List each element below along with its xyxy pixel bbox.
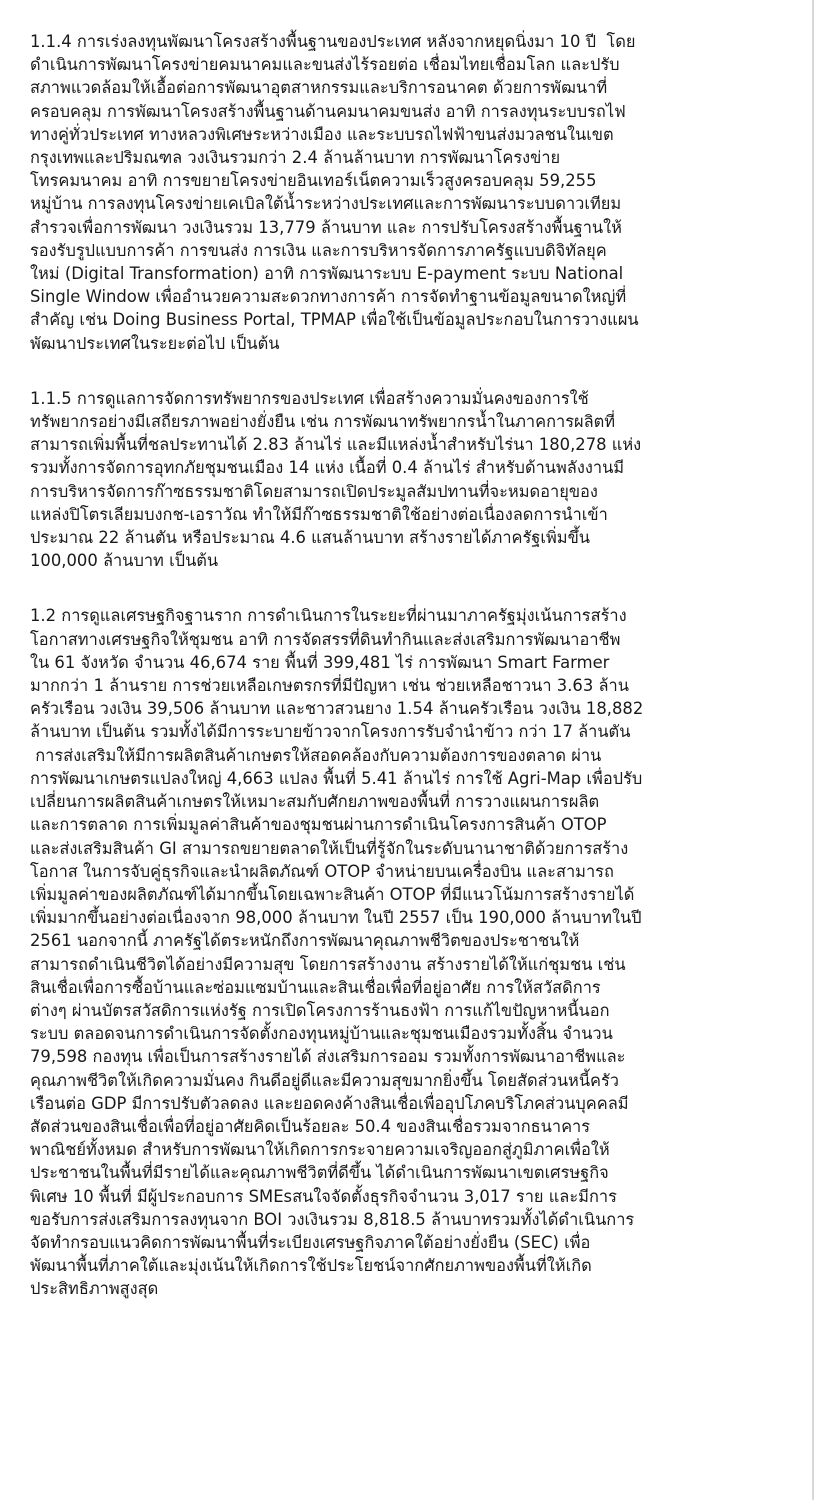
paragraph-1-1-5 <box>30 387 800 573</box>
right-edge-divider <box>812 0 814 1500</box>
text-line: ใน 61 จังหวัด จำนวน 46,674 ราย พื้นที่ 399,481 ไร่ การพัฒนา Smart Farmer <box>30 652 610 672</box>
text-line: การส่งเสริมให้มีการผลิตสินค้าเกษตรให้สอดคล้องกับความต้องการของตลาด ผ่าน <box>30 745 602 765</box>
text-line: พาณิชย์ทั้งหมด สำหรับการพัฒนาให้เกิดการกระจายความเจริญออกสู่ภูมิภาคเพื่อให้ <box>30 1140 610 1160</box>
text-line: 100,000 ล้านบาท เป็นต้น <box>30 551 219 571</box>
text-line: 2561 นอกจากนี้ ภาครัฐได้ตระหนักถึงการพัฒนาคุณภาพชีวิตของประชาชนให้ <box>30 931 580 951</box>
text-line: เพิ่มมูลค่าของผลิตภัณฑ์ได้มากขึ้นโดยเฉพาะสินค้า OTOP ที่มีแนวโน้มการสร้างรายได้ <box>30 884 635 904</box>
text-line: เพิ่มมากขึ้นอย่างต่อเนื่องจาก 98,000 ล้านบาท ในปี 2557 เป็น 190,000 ล้านบาทในปี <box>30 908 642 928</box>
text-line: ขอรับการส่งเสริมการลงทุนจาก BOI วงเงินรวม 8,818.5 ล้านบาทรวมทั้งได้ดำเนินการ <box>30 1209 635 1229</box>
text-line: ระบบ ตลอดจนการดำเนินการจัดตั้งกองทุนหมู่บ้านและชุมชนเมืองรวมทั้งสิ้น จำนวน <box>30 1024 613 1044</box>
text-line: Single Window เพื่ออำนวยความสะดวกทางการค้า การจัดทำฐานข้อมูลขนาดใหญ่ที่ <box>30 287 627 307</box>
text-line: แหล่งปิโตรเลียมบงกช-เอราวัณ ทำให้มีก๊าซธรรมชาติใช้อย่างต่อเนื่องลดการนำเข้า <box>30 504 608 524</box>
text-line: สามารถเพิ่มพื้นที่ชลประทานได้ 2.83 ล้านไร่ และมีแหล่งน้ำสำหรับไร่นา 180,278 แห่ง <box>30 435 642 455</box>
text-line: และส่งเสริมสินค้า GI สามารถขยายตลาดให้เป็นที่รู้จักในระดับนานาชาติด้วยการสร้าง <box>30 838 629 858</box>
text-line: รองรับรูปแบบการค้า การขนส่ง การเงิน และการบริหารจัดการภาครัฐแบบดิจิทัลยุค <box>30 240 607 260</box>
text-line: 1.1.4 การเร่งลงทุนพัฒนาโครงสร้างพื้นฐานของประเทศ หลังจากหยุดนิ่งมา 10 ปี โดย <box>30 32 636 51</box>
text-line: 1.2 การดูแลเศรษฐกิจฐานราก การดำเนินการในระยะที่ผ่านมาภาครัฐมุ่งเน้นการสร้าง <box>30 606 627 626</box>
text-line: การพัฒนาเกษตรแปลงใหญ่ 4,663 แปลง พื้นที่ 5.41 ล้านไร่ การใช้ Agri-Map เพื่อปรับ <box>30 768 643 788</box>
text-line: โทรคมนาคม อาทิ การขยายโครงข่ายอินเทอร์เน็ตความเร็วสูงครอบคลุม 59,255 <box>30 171 597 191</box>
text-line: เรือนต่อ GDP มีการปรับตัวลดลง และยอดคงค้างสินเชื่อเพื่ออุปโภคบริโภคส่วนบุคคลมี <box>30 1093 629 1113</box>
text-line: โอกาส ในการจับคู่ธุรกิจและนำผลิตภัณฑ์ OTOP จำหน่ายบนเครื่องบิน และสามารถ <box>30 861 614 881</box>
paragraph-1-2 <box>30 604 800 1300</box>
document-body <box>30 30 800 1333</box>
text-line: ทางคู่ทั่วประเทศ ทางหลวงพิเศษระหว่างเมือง และระบบรถไฟฟ้าขนส่งมวลชนในเขต <box>30 124 614 144</box>
text-line: โอกาสทางเศรษฐกิจให้ชุมชน อาทิ การจัดสรรที่ดินทำกินและส่งเสริมการพัฒนาอาชีพ <box>30 629 621 649</box>
text-line: จัดทำกรอบแนวคิดการพัฒนาพื้นที่ระเบียงเศรษฐกิจภาคใต้อย่างยั่งยืน (SEC) เพื่อ <box>30 1232 591 1252</box>
text-line: สินเชื่อเพื่อการซื้อบ้านและซ่อมแซมบ้านและสินเชื่อเพื่อที่อยู่อาศัย การให้สวัสดิการ <box>30 977 601 997</box>
paragraph-1-1-4 <box>30 30 800 355</box>
text-line: ล้านบาท เป็นต้น รวมทั้งได้มีการระบายข้าวจากโครงการรับจำนำข้าว กว่า 17 ล้านตัน <box>30 722 631 742</box>
text-line: พัฒนาพื้นที่ภาคใต้และมุ่งเน้นให้เกิดการใช้ประโยชน์จากศักยภาพของพื้นที่ให้เกิด <box>30 1256 592 1276</box>
text-line: พิเศษ 10 พื้นที่ มีผู้ประกอบการ SMEsสนใจจัดตั้งธุรกิจจำนวน 3,017 ราย และมีการ <box>30 1186 617 1206</box>
text-line: ประสิทธิภาพสูงสุด <box>30 1279 159 1299</box>
text-line: พัฒนาประเทศในระยะต่อไป เป็นต้น <box>30 333 280 353</box>
text-line: ครอบคลุม การพัฒนาโครงสร้างพื้นฐานด้านคมนาคมขนส่ง อาทิ การลงทุนระบบรถไฟ <box>30 101 626 121</box>
text-line: ประชาชนในพื้นที่มีรายได้และคุณภาพชีวิตที่ดีขึ้น ได้ดำเนินการพัฒนาเขตเศรษฐกิจ <box>30 1163 609 1183</box>
text-line: ประมาณ 22 ล้านตัน หรือประมาณ 4.6 แสนล้านบาท สร้างรายได้ภาครัฐเพิ่มขึ้น <box>30 528 590 548</box>
text-line: ใหม่ (Digital Transformation) อาทิ การพัฒนาระบบ E-payment ระบบ National <box>30 264 624 284</box>
text-line: สำคัญ เช่น Doing Business Portal, TPMAP เพื่อใช้เป็นข้อมูลประกอบในการวางแผน <box>30 310 639 330</box>
text-line: ครัวเรือน วงเงิน 39,506 ล้านบาท และชาวสวนยาง 1.54 ล้านครัวเรือน วงเงิน 18,882 <box>30 699 644 719</box>
text-line: 79,598 กองทุน เพื่อเป็นการสร้างรายได้ ส่งเสริมการออม รวมทั้งการพัฒนาอาชีพและ <box>30 1047 626 1067</box>
text-line: กรุงเทพและปริมณฑล วงเงินรวมกว่า 2.4 ล้านล้านบาท การพัฒนาโครงข่าย <box>30 148 561 168</box>
text-line: สามารถดำเนินชีวิตได้อย่างมีความสุข โดยการสร้างงาน สร้างรายได้ให้แก่ชุมชน เช่น <box>30 954 626 974</box>
text-line: ต่างๆ ผ่านบัตรสวัสดิการแห่งรัฐ การเปิดโครงการร้านธงฟ้า การแก้ไขปัญหาหนี้นอก <box>30 1000 610 1020</box>
text-line: สภาพแวดล้อมให้เอื้อต่อการพัฒนาอุตสาหกรรมและบริการอนาคต ด้วยการพัฒนาที่ <box>30 78 608 98</box>
text-line: สัดส่วนของสินเชื่อเพื่อที่อยู่อาศัยคิดเป็นร้อยละ 50.4 ของสินเชื่อรวมจากธนาคาร <box>30 1116 591 1136</box>
text-line: เปลี่ยนการผลิตสินค้าเกษตรให้เหมาะสมกับศักยภาพของพื้นที่ การวางแผนการผลิต <box>30 792 600 812</box>
text-line: มากกว่า 1 ล้านราย การช่วยเหลือเกษตรกรที่มีปัญหา เช่น ช่วยเหลือชาวนา 3.63 ล้าน <box>30 676 629 696</box>
text-line: รวมทั้งการจัดการอุทกภัยชุมชนเมือง 14 แห่ง เนื้อที่ 0.4 ล้านไร่ สำหรับด้านพลังงานมี <box>30 458 625 478</box>
text-line: ดำเนินการพัฒนาโครงข่ายคมนาคมและขนส่งไร้รอยต่อ เชื่อมไทยเชื่อมโลก และปรับ <box>30 55 620 75</box>
text-line: คุณภาพชีวิตให้เกิดความมั่นคง กินดีอยู่ดีและมีความสุขมากยิ่งขึ้น โดยสัดส่วนหนี้ครัว <box>30 1070 620 1090</box>
text-line: การบริหารจัดการก๊าซธรรมชาติโดยสามารถเปิดประมูลสัมปทานที่จะหมดอายุของ <box>30 481 598 501</box>
text-line: 1.1.5 การดูแลการจัดการทรัพยากรของประเทศ เพื่อสร้างความมั่นคงของการใช้ <box>30 388 589 408</box>
text-line: สำรวจเพื่อการพัฒนา วงเงินรวม 13,779 ล้านบาท และ การปรับโครงสร้างพื้นฐานให้ <box>30 217 622 237</box>
text-line: และการตลาด การเพิ่มมูลค่าสินค้าของชุมชนผ่านการดำเนินโครงการสินค้า OTOP <box>30 815 607 835</box>
text-line: หมู่บ้าน การลงทุนโครงข่ายเคเบิลใต้น้ำระหว่างประเทศและการพัฒนาระบบดาวเทียม <box>30 194 622 214</box>
text-line: ทรัพยากรอย่างมีเสถียรภาพอย่างยั่งยืน เช่น การพัฒนาทรัพยากรน้ำในภาคการผลิตที่ <box>30 412 616 432</box>
